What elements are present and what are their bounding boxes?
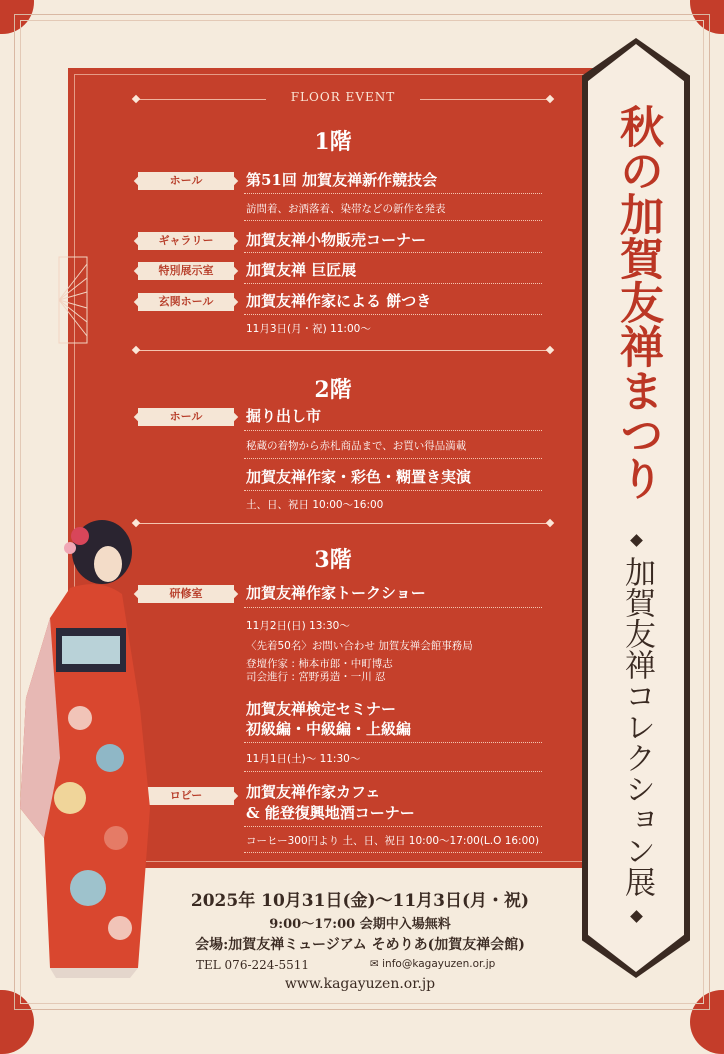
event-title: 掘り出し市 bbox=[246, 407, 322, 425]
main-title: 秋の加賀友禅まつり bbox=[612, 104, 663, 500]
dotted-rule bbox=[244, 771, 542, 772]
corner-ornament bbox=[690, 0, 724, 34]
event-hours: 9:00〜17:00 会期中入場無料 bbox=[269, 917, 451, 932]
event-title: 加賀友禅作家トークショー bbox=[246, 584, 426, 602]
tag-entrance-hall: 玄関ホール bbox=[138, 293, 234, 311]
dotted-rule bbox=[244, 220, 542, 221]
sub-title: 加賀友禅コレクション展 bbox=[619, 556, 655, 897]
website-url[interactable]: www.kagayuzen.or.jp bbox=[284, 976, 436, 992]
corner-ornament bbox=[0, 0, 34, 34]
event-sub: 11月1日(土)〜 11:30〜 bbox=[246, 753, 361, 765]
dotted-rule bbox=[244, 252, 542, 253]
event-title: & 能登復興地酒コーナー bbox=[246, 804, 415, 822]
event-sub: 訪問着、お洒落着、染帯などの新作を発表 bbox=[246, 203, 446, 215]
event-title: 加賀友禅検定セミナー bbox=[246, 700, 397, 718]
dotted-rule bbox=[244, 742, 542, 743]
floor-2-title: 2階 bbox=[314, 377, 352, 403]
floor-3-title: 3階 bbox=[314, 547, 352, 573]
floor-1-title: 1階 bbox=[314, 129, 352, 155]
corner-ornament bbox=[690, 990, 724, 1054]
tag-special-room: 特別展示室 bbox=[138, 262, 234, 280]
tag-hall: ホール bbox=[138, 172, 234, 190]
venue: 会場:加賀友禅ミュージアム そめりあ(加賀友禅会館) bbox=[195, 937, 525, 953]
event-title: 加賀友禅作家カフェ bbox=[246, 783, 381, 801]
event-sub: 登壇作家 : 柿本市郎・中町博志 bbox=[246, 658, 393, 670]
dotted-rule bbox=[244, 826, 542, 827]
tag-training-room: 研修室 bbox=[138, 585, 234, 603]
tag-lobby: ロビー bbox=[138, 787, 234, 805]
event-sub: 司会進行 : 宮野勇造・一川 忍 bbox=[246, 671, 386, 683]
event-title: 加賀友禅作家・彩色・糊置き実演 bbox=[246, 468, 472, 486]
phone-number: TEL 076-224-5511 bbox=[196, 958, 310, 972]
floor-divider bbox=[136, 523, 550, 524]
event-dates: 2025年 10月31日(金)〜11月3日(月・祝) bbox=[190, 891, 530, 911]
contact-info bbox=[196, 958, 576, 972]
tag-gallery: ギャラリー bbox=[138, 232, 234, 250]
dotted-rule bbox=[244, 458, 542, 459]
event-sub: コーヒー300円より 土、日、祝日 10:00〜17:00(L.O 16:00) bbox=[246, 835, 540, 847]
event-sub: 〈先着50名〉お問い合わせ 加賀友禅会館事務局 bbox=[246, 640, 473, 652]
dotted-rule bbox=[244, 607, 542, 608]
dotted-rule bbox=[244, 490, 542, 491]
fan-ornament-icon bbox=[58, 256, 88, 344]
event-sub: 土、日、祝日 10:00〜16:00 bbox=[246, 499, 384, 511]
dotted-rule bbox=[244, 852, 542, 853]
event-title: 初級編・中級編・上級編 bbox=[246, 720, 412, 738]
event-title: 加賀友禅 巨匠展 bbox=[246, 261, 357, 279]
event-title: 加賀友禅小物販売コーナー bbox=[246, 231, 427, 249]
dotted-rule bbox=[244, 430, 542, 431]
tag-hall: ホール bbox=[138, 408, 234, 426]
corner-ornament bbox=[0, 990, 34, 1054]
floor-event-header: FLOOR EVENT bbox=[136, 90, 550, 108]
dotted-rule bbox=[244, 314, 542, 315]
dotted-rule bbox=[244, 193, 542, 194]
event-sub: 11月2日(日) 13:30〜 bbox=[246, 620, 350, 632]
floor-divider bbox=[136, 350, 550, 351]
event-sub: 秘蔵の着物から赤札商品まで、お買い得品満載 bbox=[246, 440, 467, 452]
email[interactable]: ✉ info@kagayuzen.or.jp bbox=[370, 958, 496, 970]
event-title: 加賀友禅作家による 餅つき bbox=[246, 292, 432, 310]
event-sub: 11月3日(月・祝) 11:00〜 bbox=[246, 323, 371, 335]
dotted-rule bbox=[244, 283, 542, 284]
event-title: 第51回 加賀友禅新作競技会 bbox=[246, 171, 438, 189]
